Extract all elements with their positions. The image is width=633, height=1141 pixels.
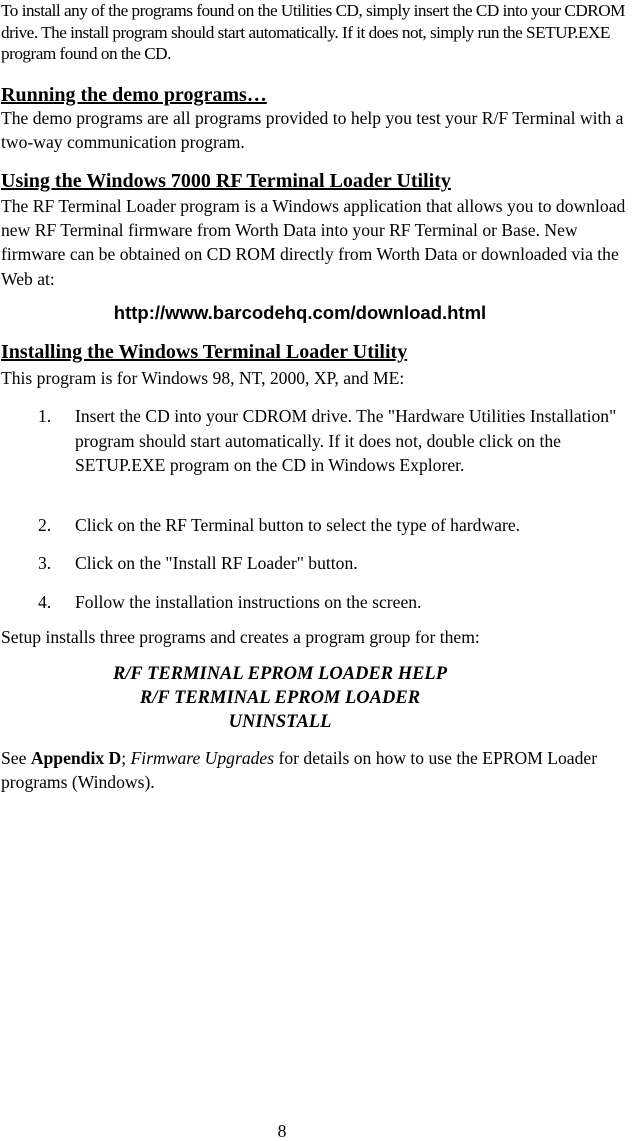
step-text: Click on the RF Terminal button to select the type of hardware.	[75, 515, 521, 535]
install-heading: Installing the Windows Terminal Loader Utility	[1, 341, 408, 363]
see-also-separator: ;	[121, 748, 131, 768]
see-also-suffix: for details on how to use the EPROM Loader programs (Windows).	[1, 748, 598, 793]
loader-utility-heading: Using the Windows 7000 RF Terminal Loader Utility	[1, 170, 451, 192]
page-number: 8	[277, 1121, 287, 1141]
demo-paragraph: The demo programs are all programs provided to help you test your R/F Terminal with a two-way communication program.	[1, 108, 624, 153]
install-intro: This program is for Windows 98, NT, 2000, XP, and ME:	[1, 368, 405, 388]
firmware-upgrades-title: Firmware Upgrades	[130, 748, 275, 768]
step-number: 3.	[38, 553, 52, 573]
step-number: 1.	[38, 406, 52, 426]
step-number: 2.	[38, 515, 52, 535]
download-url: http://www.barcodehq.com/download.html	[113, 302, 487, 323]
step-number: 4.	[38, 592, 52, 612]
see-also-prefix: See	[1, 748, 31, 768]
program-name: R/F TERMINAL EPROM LOADER	[139, 688, 421, 708]
step-text: Click on the "Install RF Loader" button.	[75, 553, 358, 573]
see-also-paragraph	[1, 746, 631, 794]
loader-utility-paragraph: The RF Terminal Loader program is a Windows application that allows you to download new RF Terminal firmware from Worth Data into your RF Terminal or Base. New firmware can be obtained on CD ROM directly from Worth Data or downloaded via the Web at:	[1, 196, 626, 289]
program-name: UNINSTALL	[228, 712, 332, 732]
demo-heading: Running the demo programs…	[1, 84, 267, 106]
setup-note: Setup installs three programs and creates a program group for them:	[1, 627, 480, 647]
intro-paragraph: To install any of the programs found on the Utilities CD, simply insert the CD into your CDROM drive. The install program should start automatically. If it does not, simply run the SETUP.EXE program found on the CD.	[1, 1, 625, 63]
step-text: Insert the CD into your CDROM drive. The "Hardware Utilities Installation" program should start automatically. If it does not, double click on the SETUP.EXE program on the CD in Windows Explorer.	[75, 406, 617, 475]
step-text: Follow the installation instructions on the screen.	[75, 592, 422, 612]
program-name: R/F TERMINAL EPROM LOADER HELP	[112, 664, 448, 684]
appendix-reference: Appendix D	[30, 748, 122, 768]
